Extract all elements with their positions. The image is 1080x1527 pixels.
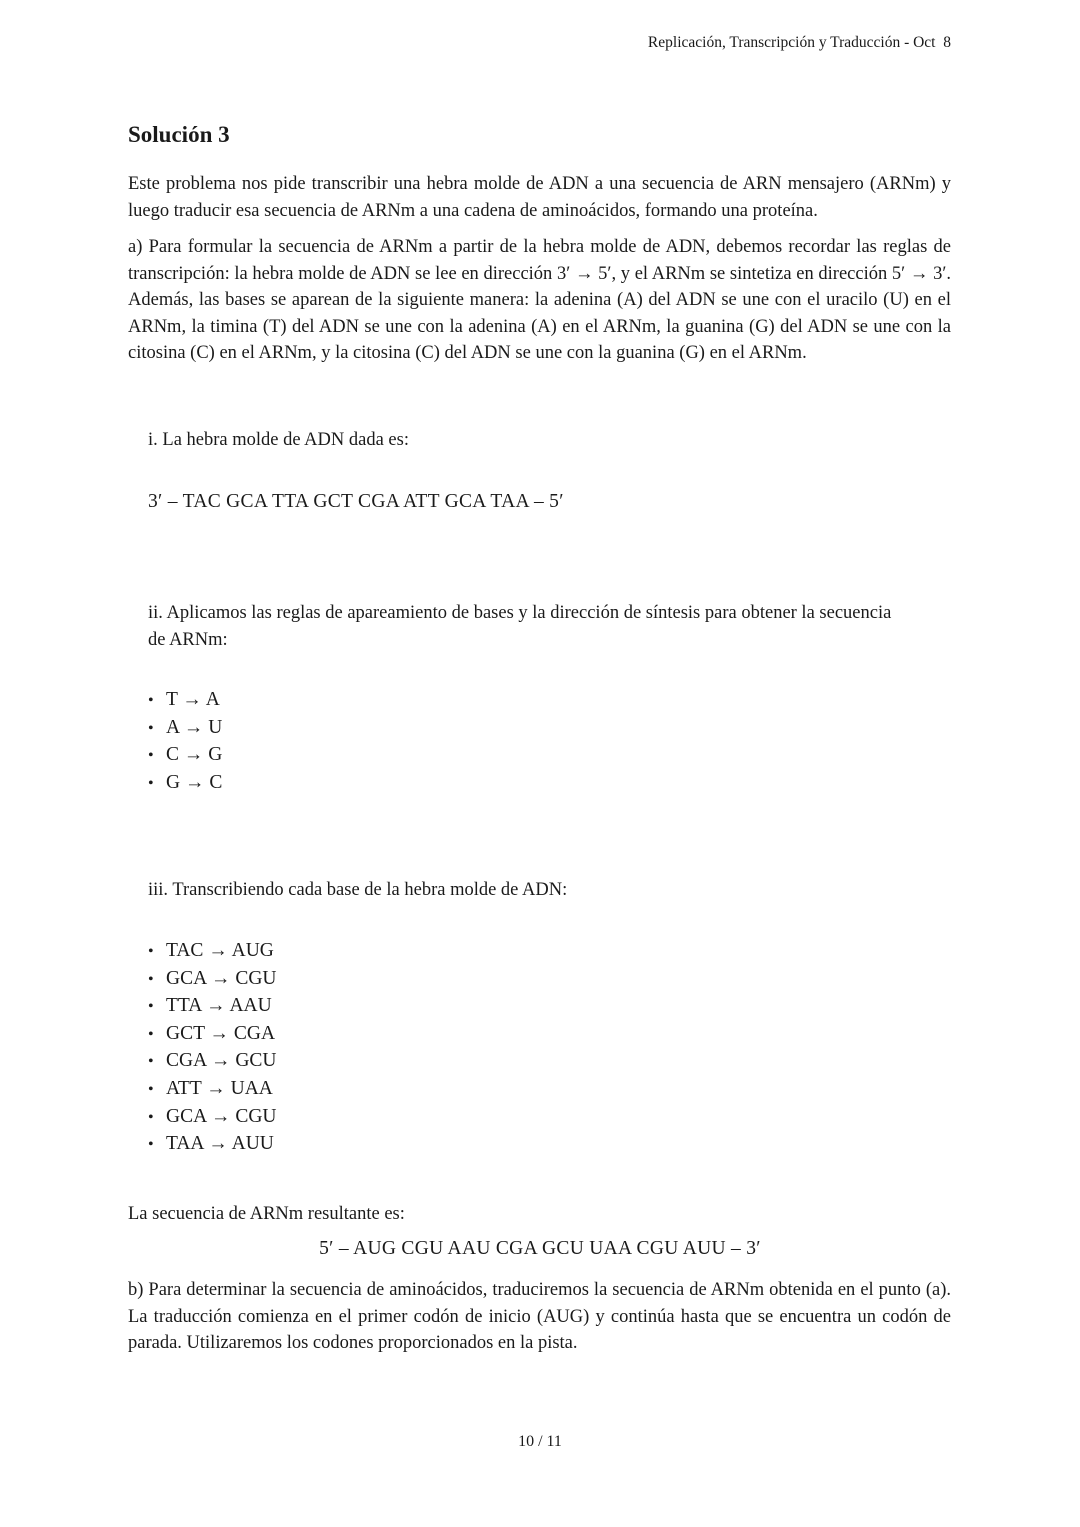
page-number: 10 / 11 [518, 1433, 562, 1450]
part-a-paragraph: a) Para formular la secuencia de ARNm a partir de la hebra molde de ADN, debemos recordar las reglas de transcripción: la hebra molde de ADN se lee en dirección 3′ → 5′, y el ARNm se sintetiza en dirección 5′ → 3′. Además, las bases se aparean de la siguiente manera: la adenina (A) del ADN se une con el uracilo (U) en el ARNm, la timina (T) del ADN se une con la adenina (A) en el ARNm, la guanina (G) del ADN se une con la citosina (C) en el ARNm, y la citosina (C) del ADN se une con la guanina (G) en el ARNm. [128, 237, 951, 363]
mrna-sequence: 5′ – AUG CGU AAU CGA GCU UAA CGU AUU – 3′ [319, 1238, 761, 1259]
list-item: • G → C [148, 771, 223, 793]
codon-text: TAC → AUG [166, 940, 274, 961]
intro-paragraph: Este problema nos pide transcribir una hebra molde de ADN a una secuencia de ARN mensajero (ARNm) y luego traducir esa secuencia de ARNm a una cadena de aminoácidos, formando una proteína. [128, 174, 951, 221]
step-i-text: i. La hebra molde de ADN dada es: [148, 430, 409, 450]
list-item: • A → U [148, 716, 223, 738]
codon-text: GCA → CGU [166, 1105, 277, 1127]
result-label: La secuencia de ARNm resultante es: [128, 1204, 405, 1224]
rule-text: G → C [166, 771, 223, 793]
list-item: • GCA → CGU [148, 1105, 277, 1127]
codon-text: TAA → AUU [166, 1133, 274, 1155]
list-item: • C → G [148, 744, 223, 766]
codon-text: CGA → GCU [166, 1050, 277, 1072]
codon-text: GCA → CGU [166, 967, 277, 989]
codon-text: ATT → UAA [166, 1077, 273, 1099]
list-item: • CGA → GCU [148, 1050, 277, 1072]
list-item: • GCA → CGU [148, 967, 277, 989]
list-item: • ATT → UAA [148, 1077, 273, 1099]
codon-text: TTA → AAU [166, 995, 272, 1017]
rule-text: A → U [166, 716, 223, 738]
rule-text: T → A [166, 689, 220, 710]
step-ii-text: ii. Aplicamos las reglas de apareamiento de bases y la dirección de síntesis para obtener la secuencia de ARNm: [148, 603, 892, 650]
part-b-paragraph: b) Para determinar la secuencia de aminoácidos, traduciremos la secuencia de ARNm obtenida en el punto (a). La traducción comienza en el primer codón de inicio (AUG) y continúa hasta que se encuentra un codón de parada. Utilizaremos los codones proporcionados en la pista. [128, 1280, 951, 1353]
list-item: • GCT → CGA [148, 1022, 276, 1044]
section-title: Solución 3 [128, 122, 230, 147]
step-iii-text: iii. Transcribiendo cada base de la hebra molde de ADN: [148, 880, 568, 900]
list-item: • TTA → AAU [148, 995, 272, 1017]
codon-text: GCT → CGA [166, 1022, 276, 1044]
base-rules-list [148, 687, 222, 797]
list-item: • T → A [148, 689, 220, 710]
rule-text: C → G [166, 744, 223, 766]
codon-list [148, 938, 277, 1159]
running-header: Replicación, Transcripción y Traducción - Oct 8 [647, 34, 951, 51]
list-item: • TAA → AUU [148, 1133, 274, 1155]
list-item: • TAC → AUG [148, 940, 274, 961]
dna-sequence: 3′ – TAC GCA TTA GCT CGA ATT GCA TAA – 5′ [148, 491, 564, 512]
